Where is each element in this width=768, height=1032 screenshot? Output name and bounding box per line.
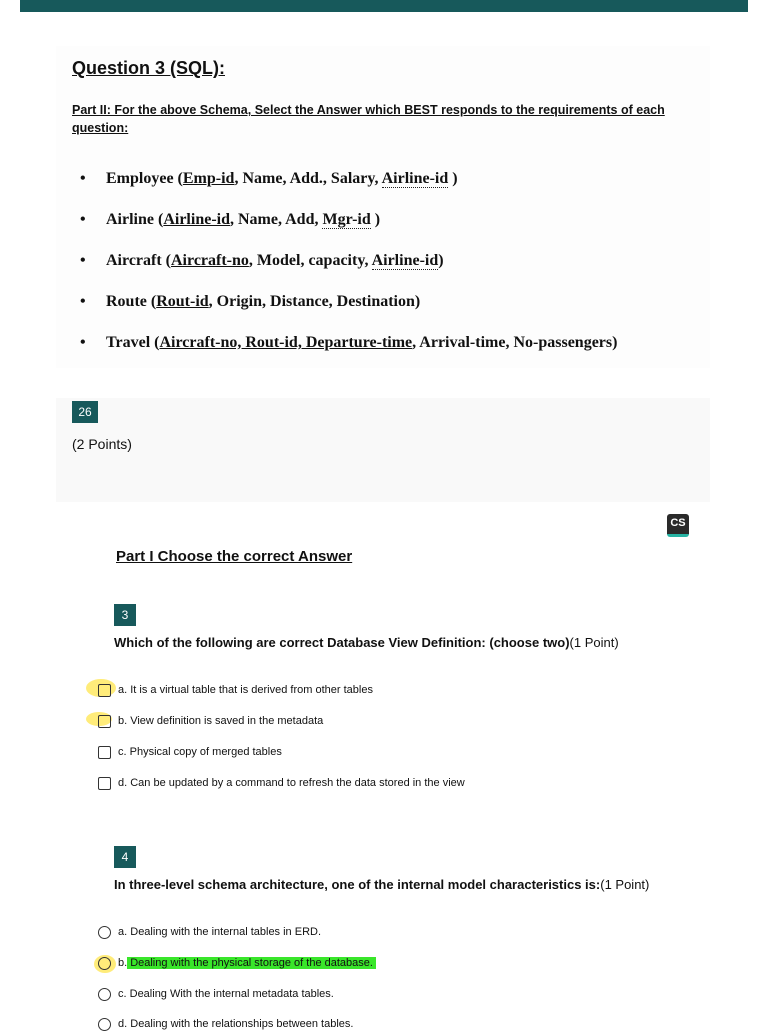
item-card	[56, 398, 710, 502]
checkbox[interactable]	[98, 746, 111, 759]
item-points: (2 Points)	[72, 436, 132, 452]
q4-option-b[interactable]: b. Dealing with the physical storage of the database.	[98, 955, 376, 971]
q3-option-b[interactable]: b. View definition is saved in the metadata	[98, 713, 323, 729]
q4-number-badge: 4	[114, 846, 136, 868]
q4-text: In three-level schema architecture, one of the internal model characteristics is:(1 Point)	[114, 877, 650, 892]
item-number-badge: 26	[72, 401, 98, 423]
q3-text: Which of the following are correct Database View Definition: (choose two)(1 Point)	[114, 635, 619, 650]
schema-route: • Route (Rout-id, Origin, Distance, Destination)	[80, 293, 421, 310]
radio[interactable]	[98, 988, 111, 1001]
radio[interactable]	[98, 1018, 111, 1031]
radio[interactable]	[98, 926, 111, 939]
schema-travel: • Travel (Aircraft-no, Rout-id, Departure-time, Arrival-time, No-passengers)	[80, 334, 618, 351]
top-bar	[20, 0, 748, 12]
camscanner-logo: CS	[667, 514, 689, 537]
q3-option-a[interactable]: a. It is a virtual table that is derived from other tables	[98, 682, 373, 698]
schema-employee: • Employee (Emp-id, Name, Add., Salary, Airline-id )	[80, 170, 458, 187]
checkbox[interactable]	[98, 684, 111, 697]
radio[interactable]	[98, 957, 111, 970]
question-title: Question 3 (SQL):	[72, 58, 225, 78]
part-subtitle: Part II: For the above Schema, Select the Answer which BEST responds to the requirements of each question:	[72, 103, 665, 135]
checkbox[interactable]	[98, 777, 111, 790]
schema-airline: • Airline (Airline-id, Name, Add, Mgr-id )	[80, 211, 381, 228]
q4-option-c[interactable]: c. Dealing With the internal metadata tables.	[98, 986, 334, 1002]
checkbox[interactable]	[98, 715, 111, 728]
part-title: Part I Choose the correct Answer	[116, 548, 353, 565]
q4-option-a[interactable]: a. Dealing with the internal tables in ERD.	[98, 924, 321, 940]
q3-option-c[interactable]: c. Physical copy of merged tables	[98, 744, 282, 760]
q3-option-d[interactable]: d. Can be updated by a command to refresh the data stored in the view	[98, 775, 465, 791]
q3-number-badge: 3	[114, 604, 136, 626]
q4-option-d[interactable]: d. Dealing with the relationships between tables.	[98, 1016, 353, 1032]
schema-list	[80, 170, 617, 375]
schema-aircraft: • Aircraft (Aircraft-no, Model, capacity, Airline-id)	[80, 252, 444, 269]
